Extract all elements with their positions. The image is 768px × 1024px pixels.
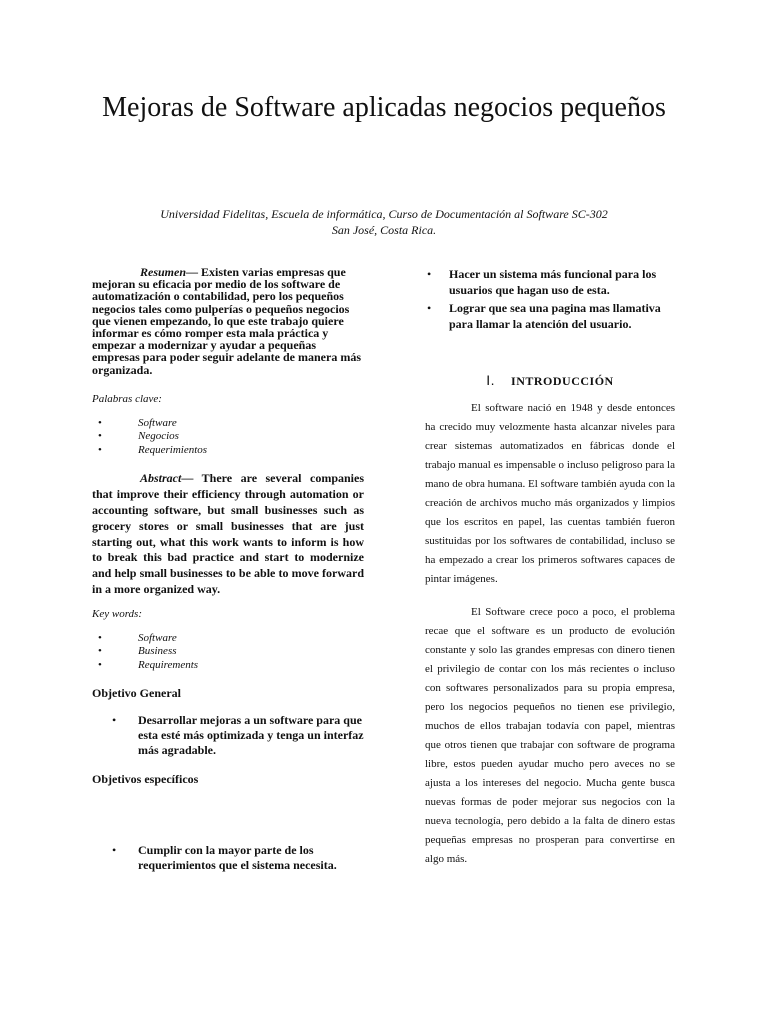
right-column xyxy=(425,266,675,869)
abstract-es-text: Existen varias empresas que mejoran su eficacia por medio de los software de automatización o contabilidad, pero los pequeños negocios tales como pulperías o pequeños negocios que vienen empezando, lo que este trabajo quiere informar es cómo romper esta mala práctica y empezar a modernizar y ayudar a pequeñas empresas para poder seguir adelante de manera más organizada. xyxy=(92,265,361,377)
intro-paragraph-1 xyxy=(425,399,675,589)
introduccion-heading xyxy=(425,372,675,389)
keyword-en-item: • Requirements xyxy=(92,659,364,673)
objetivos-especificos-list-left xyxy=(92,843,364,873)
keyword-en-item: • Business xyxy=(92,645,364,659)
abstract-es-dash: — xyxy=(186,265,202,279)
keywords-en-list xyxy=(92,632,364,673)
objetivo-especifico-item: • Cumplir con la mayor parte de los requerimientos que el sistema necesita. xyxy=(92,843,364,873)
abstract-es-lead: Resumen xyxy=(140,265,187,279)
abstract-es xyxy=(92,266,364,376)
intro-paragraph-1-text: El software nació en 1948 y desde entonces ha crecido muy velozmente hasta alcanzar niveles para crear sistemas automatizados en fábricas donde el trabajo manual es impensable o incluso peligroso para la mano de obra humana. El software también ayuda con la creación de archivos mucho más organizados y limpios que los escritos en papel, las cuentas también fueron sustituidas por los softwares de contabilidad, incluso se ha empezado a crear los primeros softwares capaces de pintar imágenes. xyxy=(425,402,675,585)
objetivo-especifico-item: • Lograr que sea una pagina mas llamativa para llamar la atención del usuario. xyxy=(425,300,675,332)
objetivo-general-list xyxy=(92,713,364,758)
objetivos-especificos-heading: Objetivos específicos xyxy=(92,772,199,787)
intro-paragraph-2-text: El Software crece poco a poco, el problema recae que el software es un producto de evolución constante y solo las grandes empresas con dinero tienen el privilegio de contar con los más recientes o incluso con softwares personalizados para su propia empresa, pero los negocios pequeños no tienen ese privilegio, muchos de ellos trabajan todavía con papel, mientras que otros tienen que trabajar con software de programa libre, estos pueden ayudar mucho pero aveces no se ajusta a los intereses del negocio. Mucha gente busca nuevas formas de poder mejorar sus negocios con la nueva tecnología, pero debido a la falta de dinero estas pequeñas empresas no prosperan para convertirse en algo más. xyxy=(425,606,675,865)
paper-title: Mejoras de Software aplicadas negocios pequeños xyxy=(102,92,666,123)
introduccion-title: INTRODUCCIÓN xyxy=(511,374,614,388)
keyword-en-item: • Software xyxy=(92,632,364,646)
keywords-es-label: Palabras clave: xyxy=(92,392,162,405)
affiliation xyxy=(80,206,688,238)
affiliation-line-2: San José, Costa Rica. xyxy=(331,223,437,237)
affiliation-line-1: Universidad Fidelitas, Escuela de informática, Curso de Documentación al Software SC-302 xyxy=(160,207,608,221)
section-number: I. xyxy=(486,372,496,388)
abstract-en-text: There are several companies that improve their efficiency through automation or accounting software, but small businesses such as grocery stores or small businesses that are just starting out, what this work wants to inform is how to break this bad practice and start to modernize and help small businesses to be able to move forward in a more organized way. xyxy=(92,471,364,596)
keyword-es-item: • Software xyxy=(92,417,364,431)
abstract-en xyxy=(92,471,364,597)
keywords-en-label: Key words: xyxy=(92,607,143,620)
keywords-es-list xyxy=(92,417,364,458)
keyword-es-item: • Negocios xyxy=(92,430,364,444)
abstract-en-dash: — xyxy=(181,471,202,486)
objetivos-especificos-list-right xyxy=(425,266,675,332)
keyword-es-item: • Requerimientos xyxy=(92,444,364,458)
left-column xyxy=(92,266,364,873)
abstract-en-lead: Abstract xyxy=(140,471,182,486)
intro-paragraph-2 xyxy=(425,603,675,869)
objetivo-general-heading: Objetivo General xyxy=(92,686,181,701)
objetivo-general-item: • Desarrollar mejoras a un software para que esta esté más optimizada y tenga un interfaz más agradable. xyxy=(92,713,364,758)
objetivo-especifico-item: • Hacer un sistema más funcional para los usuarios que hagan uso de esta. xyxy=(425,266,675,298)
